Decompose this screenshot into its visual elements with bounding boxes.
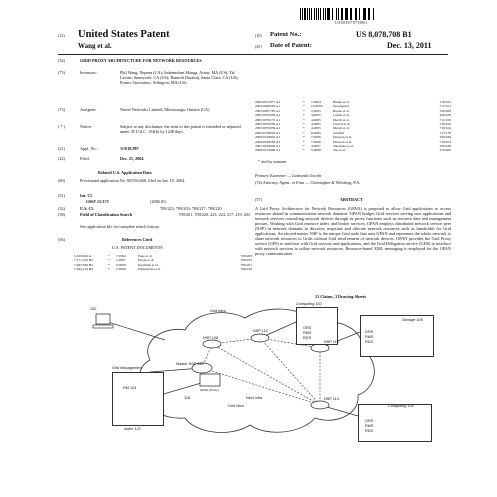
right-ref-date: 4/2005 — [311, 122, 321, 127]
nsp-110-label: NSP 110 — [253, 329, 268, 333]
right-ref-cls: 711/100 — [439, 117, 451, 122]
right-ref-cls: 709/226 — [439, 135, 451, 140]
left-ref-flag: * — [108, 267, 110, 272]
right-ref-flag: * — [303, 126, 305, 131]
us-code: (52) — [58, 206, 65, 211]
nsp-112-label: NSP 112 — [324, 340, 339, 344]
left-ref-name: Kaufman et al. — [138, 262, 159, 267]
appl-code: (21) — [58, 146, 65, 151]
right-ref-no: 2005/0027785 A1 — [255, 108, 281, 113]
grid-infra-label: Grid infra — [210, 309, 226, 313]
inventors-label: Inventors: — [80, 70, 97, 75]
right-ref-name: Gebhart — [333, 130, 345, 135]
right-ref-no: 2005/0138618 A1 — [255, 130, 281, 135]
related-heading: Related U.S. Application Data — [98, 170, 152, 175]
right-ref-cls: 718/104 — [439, 126, 451, 131]
right-ref-date: 4/2007 — [311, 144, 321, 149]
computing-104-box — [358, 404, 432, 442]
right-ref-flag: * — [303, 108, 305, 113]
left-ref-no: 7,562,143 B2 — [74, 267, 93, 272]
patent-no-label: Patent No.: — [270, 31, 302, 38]
left-ref-date: 7/1994 — [116, 254, 126, 258]
res-rms-3: RMS — [365, 424, 374, 428]
right-ref-name: Dawson et al. — [333, 135, 353, 140]
claims-line: 21 Claims, 3 Drawing Sheets — [315, 294, 367, 299]
right-ref-date: 4/2005 — [311, 117, 321, 122]
filed-code: (22) — [58, 156, 65, 161]
right-ref-name: Woodgeard — [333, 104, 350, 109]
res-rms-1: RMS — [303, 331, 312, 335]
notice-label: Notice: — [80, 124, 93, 129]
provisional: Provisional application No. 60/536,668, filed on Jan. 15, 2004. — [80, 178, 186, 183]
right-ref-name: Tatemura et al. — [333, 144, 354, 149]
right-ref-flag: * — [303, 130, 305, 135]
next-infra-label: Next infra — [246, 396, 263, 400]
rm-label: RM 124 — [123, 386, 137, 390]
right-ref-no: 2004/0015977 A1 — [255, 100, 281, 104]
index-label: Index 122 — [124, 427, 141, 431]
nsp-110-node — [251, 334, 269, 342]
res-grs-1: GRS — [303, 326, 312, 330]
right-ref-cls: 709/200 — [439, 108, 451, 113]
primary-examiner: Primary Examiner — Lashonda Jacobs — [255, 173, 322, 178]
right-ref-cls: 718/104 — [439, 139, 451, 144]
right-ref-flag: * — [303, 148, 305, 153]
right-ref-flag: * — [303, 117, 305, 122]
code-12: (12) — [58, 33, 65, 38]
left-ref-name: Doyle et al. — [138, 258, 155, 263]
gpan-box — [200, 374, 220, 386]
int-year: (2006.01) — [150, 199, 167, 204]
abstract-code: (57) — [255, 197, 262, 202]
right-ref-no: 2004/0268293 A1 — [255, 104, 281, 109]
inventors: Phil Wang, Nepean (CA); Indermohan Monga, Acton, MA (US); Tal Lavian, Sunnyvale, CA (US); Ramesh Durairaj, Santa Clara, CA (US); Franco Travostino, Arlington, MA (US) — [120, 70, 239, 86]
nsp-108-label: NSP 108 — [203, 336, 219, 340]
code-45: (45) — [255, 44, 262, 49]
right-ref-name: Bozak et al. — [333, 108, 350, 113]
assignee: Nortel Networks Limited, Mississauga, Ontario (CA) — [120, 107, 210, 112]
field-value: 709/201, 709/220, 223, 224, 217, 219, 203 — [178, 212, 250, 217]
assignee-label: Assignee: — [80, 107, 97, 112]
nsp-links — [202, 338, 320, 405]
grid-management-box — [112, 372, 164, 426]
title-code: (54) — [58, 58, 65, 63]
left-ref-no: 7,493,358 B2 — [74, 262, 93, 267]
nsp-114-node — [311, 401, 329, 409]
right-ref-name: Tan et al. — [333, 148, 346, 153]
abstract-body: A Grid Proxy Architecture for Network Resources (GPAN) is proposed to allow Grid applications to access resources shared in communication network domains. GPAN bridges Grid services serving user applications and network services controlling network devices through its proxy functions such as resource data and management proxies. Working with Grid resource index and broker services, GPAN employs distributed network service peer (NSP) in network domains to discover, negotiate and allocate network resources such as bandwidth for Grid applications. An elected master NSP is the unique Grid node that runs GPAN and represents the whole network to share network resources to Grids without Grid involvement of network devices. GPAN provides the Grid Proxy service (GPS) to interface with Grid services and applications, and the Grid Delegation service (GDS) to interface with network services to utilize network resources. Resource-based XML messaging is employed for the GPAN proxy communication. — [255, 206, 451, 256]
right-ref-no: 2005/0076339 A1 — [255, 113, 281, 118]
right-ref-name: Merril et al. — [333, 126, 350, 131]
right-ref-date: 6/2005 — [311, 130, 321, 135]
computing-104-label: Computing 104 — [388, 404, 414, 408]
right-ref-date: 7/2006 — [311, 135, 321, 140]
right-ref-flag: * — [303, 104, 305, 109]
refs-heading: References Cited — [122, 237, 153, 242]
right-ref-flag: * — [303, 135, 305, 140]
right-ref-name: Merril et al. — [333, 117, 350, 122]
res-grs-2: GRS — [365, 330, 374, 334]
filed-label: Filed: — [80, 156, 90, 161]
us-class: 709/223; 709/203; 709/217; 709/220 — [160, 206, 222, 211]
nsp-114-label: NSP 114 — [324, 397, 339, 401]
left-ref-no: 7,171,470 B2 — [74, 258, 93, 263]
right-ref-name: Benke et al. — [333, 100, 350, 104]
left-ref-flag: * — [108, 258, 110, 263]
nsp-108-node — [203, 340, 221, 348]
res-grs-3: GRS — [365, 419, 374, 423]
appl-no: 11/018,997 — [120, 146, 139, 151]
right-ref-cls: 717/176 — [439, 130, 451, 135]
attorney: (74) Attorney, Agent, or Firm — Christopher & Weisberg, P.A. — [255, 180, 361, 185]
notice: Subject to any disclaimer, the term of this patent is extended or adjusted under 35 U.S.C. 154(b) by 1248 days. — [120, 124, 241, 135]
storage-106-label: Storage 106 — [402, 318, 423, 322]
right-ref-flag: * — [303, 100, 305, 104]
appl-label: Appl. No.: — [80, 146, 98, 151]
date-label: Date of Patent: — [270, 42, 312, 49]
patent-date: Dec. 13, 2011 — [387, 41, 432, 50]
right-ref-cls: 717/101 — [439, 104, 451, 109]
field-label: Field of Classification Search — [80, 212, 133, 217]
left-ref-date: 7/2009 — [116, 267, 126, 272]
right-ref-cls: 370/400 — [439, 148, 451, 153]
res-rms-2: RMS — [365, 335, 374, 339]
left-ref-cls: 709/226 — [240, 267, 252, 272]
see-application: See application file for complete search history. — [80, 224, 160, 229]
right-ref-date: 4/2005 — [311, 113, 321, 118]
right-ref-cls: 718/100 — [439, 122, 451, 127]
right-ref-cls: 709/238 — [439, 144, 451, 149]
left-ref-name: Page et al. — [138, 254, 153, 258]
field-code: (58) — [58, 212, 65, 217]
right-ref-name: Dawson et al. — [333, 139, 353, 144]
grid-infra-label-2: Grid infra — [228, 404, 244, 408]
int-class: G06F 15/173 — [86, 199, 109, 204]
right-ref-no: 2008/0123668 A1 — [255, 148, 281, 153]
left-ref-no: 5,329,619 A — [74, 254, 92, 258]
patent-title: GRID PROXY ARCHITECTURE FOR NETWORK RESOURCES — [80, 58, 202, 63]
filed-date: Dec. 21, 2004 — [120, 156, 144, 161]
left-ref-name: Fellenstein et al. — [138, 267, 162, 272]
us-label: U.S. Cl. — [80, 206, 94, 211]
int-code: (51) — [58, 193, 65, 198]
right-ref-name: Cutrell et al. — [333, 122, 351, 127]
right-ref-no: 2006/0149842 A1 — [255, 135, 281, 140]
assignee-code: (73) — [58, 107, 65, 112]
right-ref-flag: * — [303, 144, 305, 149]
abstract-heading: ABSTRACT — [340, 197, 363, 202]
right-ref-name: Cohen et al. — [333, 113, 350, 118]
right-ref-no: 2007/0079004 A1 — [255, 144, 281, 149]
left-ref-flag: * — [108, 254, 110, 258]
patent-no: US 8,078,708 B1 — [356, 30, 412, 39]
code-10: (10) — [255, 33, 262, 38]
right-ref-date: 2/2005 — [311, 108, 321, 113]
us-docs-heading: U.S. PATENT DOCUMENTS — [112, 245, 163, 250]
right-ref-cls: 718/105 — [439, 100, 451, 104]
res-rds-3: RDS — [365, 429, 374, 433]
left-ref-flag: * — [108, 262, 110, 267]
provisional-code: (60) — [58, 178, 65, 183]
label-118: 118 — [184, 396, 191, 400]
left-ref-cls: 709/203 — [240, 254, 252, 258]
barcode-number: US008078708B1 — [335, 21, 368, 25]
left-ref-date: 1/2007 — [116, 258, 126, 263]
master-nsp-label: Master NSP 116 — [176, 362, 204, 366]
gpan-label: GPAN (Proxy) — [200, 388, 219, 392]
left-ref-cls: 709/201 — [240, 262, 252, 267]
cited-note: * cited by examiner — [258, 160, 287, 164]
right-ref-flag: * — [303, 113, 305, 118]
left-ref-cls: 709/225 — [240, 258, 252, 263]
right-ref-cls: 426/106 — [439, 113, 451, 118]
int-label: Int. Cl. — [80, 193, 93, 198]
network-cloud — [140, 309, 374, 432]
notice-code: ( * ) — [58, 124, 65, 129]
refs-code: (56) — [58, 237, 65, 242]
right-ref-no: 2006/0168584 A1 — [255, 139, 281, 144]
right-ref-flag: * — [303, 122, 305, 127]
right-ref-date: 5/2008 — [311, 148, 321, 153]
grid-management-label: Grid Management — [112, 366, 143, 370]
right-ref-date: 1/2004 — [311, 100, 321, 104]
inventors-code: (75) — [58, 70, 65, 75]
computer-icon — [96, 314, 110, 324]
right-ref-date: 7/2006 — [311, 139, 321, 144]
left-ref-date: 2/2009 — [116, 262, 126, 267]
nsp-112-node — [311, 344, 329, 352]
inventor-short: Wang et al. — [78, 42, 112, 50]
res-rds-2: RDS — [365, 340, 374, 344]
right-ref-flag: * — [303, 139, 305, 144]
doc-type: United States Patent — [78, 29, 170, 40]
computing-102-label: Computing 102 — [296, 302, 322, 306]
right-ref-no: 2005/0076339 A1 — [255, 126, 281, 131]
res-rds-1: RDS — [303, 336, 312, 340]
label-120: 120 — [90, 307, 97, 311]
right-ref-no: 2005/0076336 A1 — [255, 122, 281, 127]
right-ref-date: 4/2005 — [311, 126, 321, 131]
right-ref-date: 12/2004 — [311, 104, 323, 109]
right-ref-no: 2005/0076173 A1 — [255, 117, 281, 122]
